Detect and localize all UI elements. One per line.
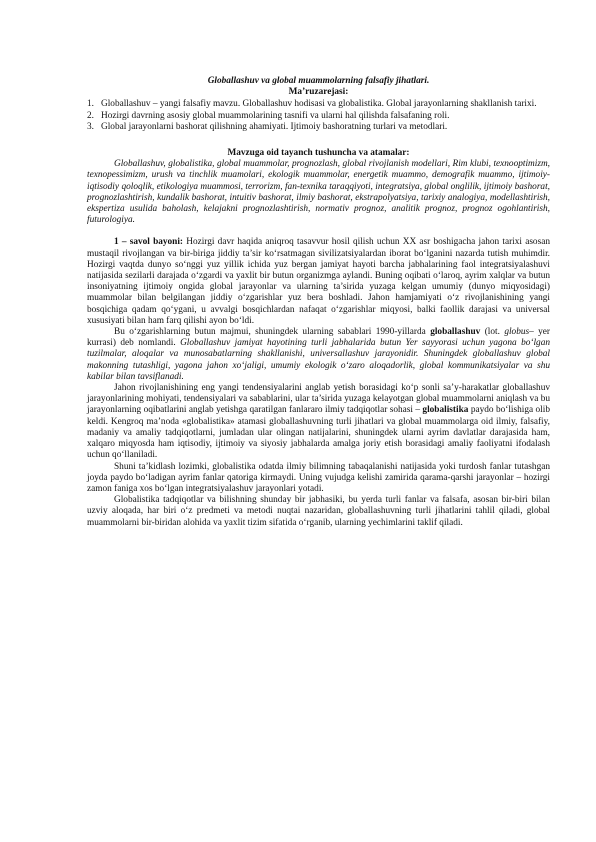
plan-item-3 xyxy=(87,122,550,133)
plan-item-text: Global jarayonlarni bashorat qilishning ahamiyati. Ijtimoiy bashoratning turlari va metodlari. xyxy=(101,121,448,132)
spacer xyxy=(87,226,550,237)
plan-heading: Ma’ruzarejasi: xyxy=(288,87,349,98)
paragraph-1 xyxy=(87,237,550,327)
spacer xyxy=(87,133,550,148)
plan-item-number: 1. xyxy=(87,99,94,110)
paragraph-3 xyxy=(87,383,550,461)
paragraph-4: Shuni ta’kidlash lozimki, globalistika odatda ilmiy bilimning tabaqalanishi natijasida yoki turdosh fanlar tutashgan joyda paydo bo‘ladigan ayrim fanlar qatoriga kirmaydi. Uning vujudga kelishi zamirida qarama-qarshi jarayonlar – hozirgi zamon faniga xos bo‘lgan integratsiyalashuv jarayonlari yotadi. xyxy=(87,461,550,494)
plan-item-number: 2. xyxy=(87,110,94,121)
plan-item-number: 3. xyxy=(87,121,94,132)
concepts-heading: Mavzuga oid tayanch tushuncha va atamalar: xyxy=(227,148,410,159)
paragraph-2 xyxy=(87,327,550,383)
definition-text: Globallashuv jamiyat hayotining turli jabhalarida butun Yer sayyorasi uchun yagona bo‘lgan tuzilmalar, aloqalar va munosabatlarning shakllanishi, universallashuv jarayonidir. Shuningdek globallashuv global makonning tutashligi, yagona jahon xo‘jaligi, umumiy ekologik o‘zaro aloqadorlik, global kommunikatsiyalar va shu kabilar bilan tavsiflanadi. xyxy=(87,338,551,382)
page-title: Globallashuv va global muammolarning falsafiy jihatlari. xyxy=(207,76,430,86)
question-lead: 1 – savol bayoni: xyxy=(114,237,184,248)
paragraph-5: Globalistika tadqiqotlar va bilishning shunday bir jabhasiki, bu yerda turli fanlar va falsafa, asosan bir-biri bilan uzviy aloqada, har biri o‘z predmeti va metodi nuqtai nazaridan, globallashuvning turli jihatlarini tahlil qiladi, global muammolarni bir-biridan alohida va yaxlit tizim sifatida o‘rganib, ularning yechimlarini taklif qiladi. xyxy=(87,495,550,528)
concepts-text: Globallashuv, globalistika, global muammolar, prognozlash, global rivojlanish modellari, Rim klubi, texnooptimizm, texnopessimizm, urush va tinchlik muamolari, ekologik muammolar, energetik muammo, demografik muammo, ijtimoiy-iqtisodiy qoloqlik, etikologiya muammosi, terrorizm, fan-texnika taraqqiyoti, integratsiya, global onglilik, ijtimoiy bashorat, prognozlashtirish, kundalik bashorat, intuitiv bashorat, ilmiy bashorat, ekstrapolyatsiya, tarixiy analogiya, modellashtirish, ekspertiza usulida baholash, kelajakni prognozlashtirish, normativ prognoz, analitik prognoz, prognoz ogohlantirish, futurologiya. xyxy=(87,159,550,226)
paragraph-text: – yer kurrasi) deb nomlandi. xyxy=(87,327,551,349)
paragraph-text: Jahon rivojlanishining eng yangi tendensiyalarini anglab yetish borasidagi ko‘p sonli sa’y-harakatlar globallashuv jarayonlarining mohiyati, tendensiyalari va sabablarini, ular ta’sirida yuzaga kelayotgan global muammolarni aniqlash va bu jarayonlarning oqibatlarini anglab yetishga qaratilgan fanlararo ilmiy tadqiqotlar sohasi – xyxy=(87,383,550,416)
plan-item-text: Hozirgi davrning asosiy global muammolarining tasnifi va ularni hal qilishda falsafaning roli. xyxy=(101,110,450,121)
plan-item-2 xyxy=(87,111,550,122)
term-globalistika: globalistika xyxy=(422,405,469,416)
paragraph-text: paydo bo‘lishiga olib keldi. Kengroq ma’noda «globalistika» atamasi globallashuvning turli jihatlari va global muammolarga oid ilmiy, falsafiy, madaniy va amaliy tadqiqotlarni, jumladan ular olingan natijalarini, shuningdek ularni ayrim davlatlar darajasida ham, xalqaro miqyosda ham iqtisodiy, ijtimoiy va siyosiy jabhalarda amalga joriy etish borasidagi amaliy faoliyatni ifodalash uchun qo‘llaniladi. xyxy=(87,405,550,461)
term-globus: globus xyxy=(504,327,530,338)
paragraph-text: (lot. xyxy=(480,327,505,338)
plan-item-text: Globallashuv – yangi falsafiy mavzu. Globallashuv hodisasi va globalistika. Global jarayonlarning shakllanish tarixi. xyxy=(101,99,537,110)
plan-item-1 xyxy=(87,99,550,110)
paragraph-text: Hozirgi davr haqida aniqroq tasavvur hosil qilish uchun XX asr boshigacha jahon tarixi asosan mustaqil rivojlangan va bir-biriga jiddiy ta’sir ko‘rsatmagan sivilizatsiyalardan iborat bo‘lganini nazarda tutish muhimdir. Hozirgi vaqtda dunyo so‘nggi yuz yillik ichida yuz bergan jamiyat hayoti barcha jabhalarining faol integratsiyalashuvi natijasida sezilarli darajada o‘zgardi va yaxlit bir butun organizmga aylandi. Buning oqibati o‘laroq, ayrim xalqlar va butun insoniyatning ijtimoiy ongida global jarayonlar va ularning ta’sirida yuzaga kelgan umumiy (dunyo miqyosidagi) muammolar bilan belgilangan jiddiy o‘zgarishlar yuz bera boshladi. Jahon hamjamiyati o‘z rivojlanishining yangi bosqichiga qadam qo‘ygani, u avvalgi bosqichlardan nafaqat o‘zgarishlar miqyosi, balki faollik darajasi va universal xususiyati bilan ham farq qilishi ayon bo‘ldi. xyxy=(87,237,550,326)
lecture-page xyxy=(87,76,550,529)
paragraph-text: Bu o‘zgarishlarning butun majmui, shuningdek ularning sabablari 1990-yillarda xyxy=(114,327,431,338)
term-globallashuv: globallashuv xyxy=(430,327,481,338)
